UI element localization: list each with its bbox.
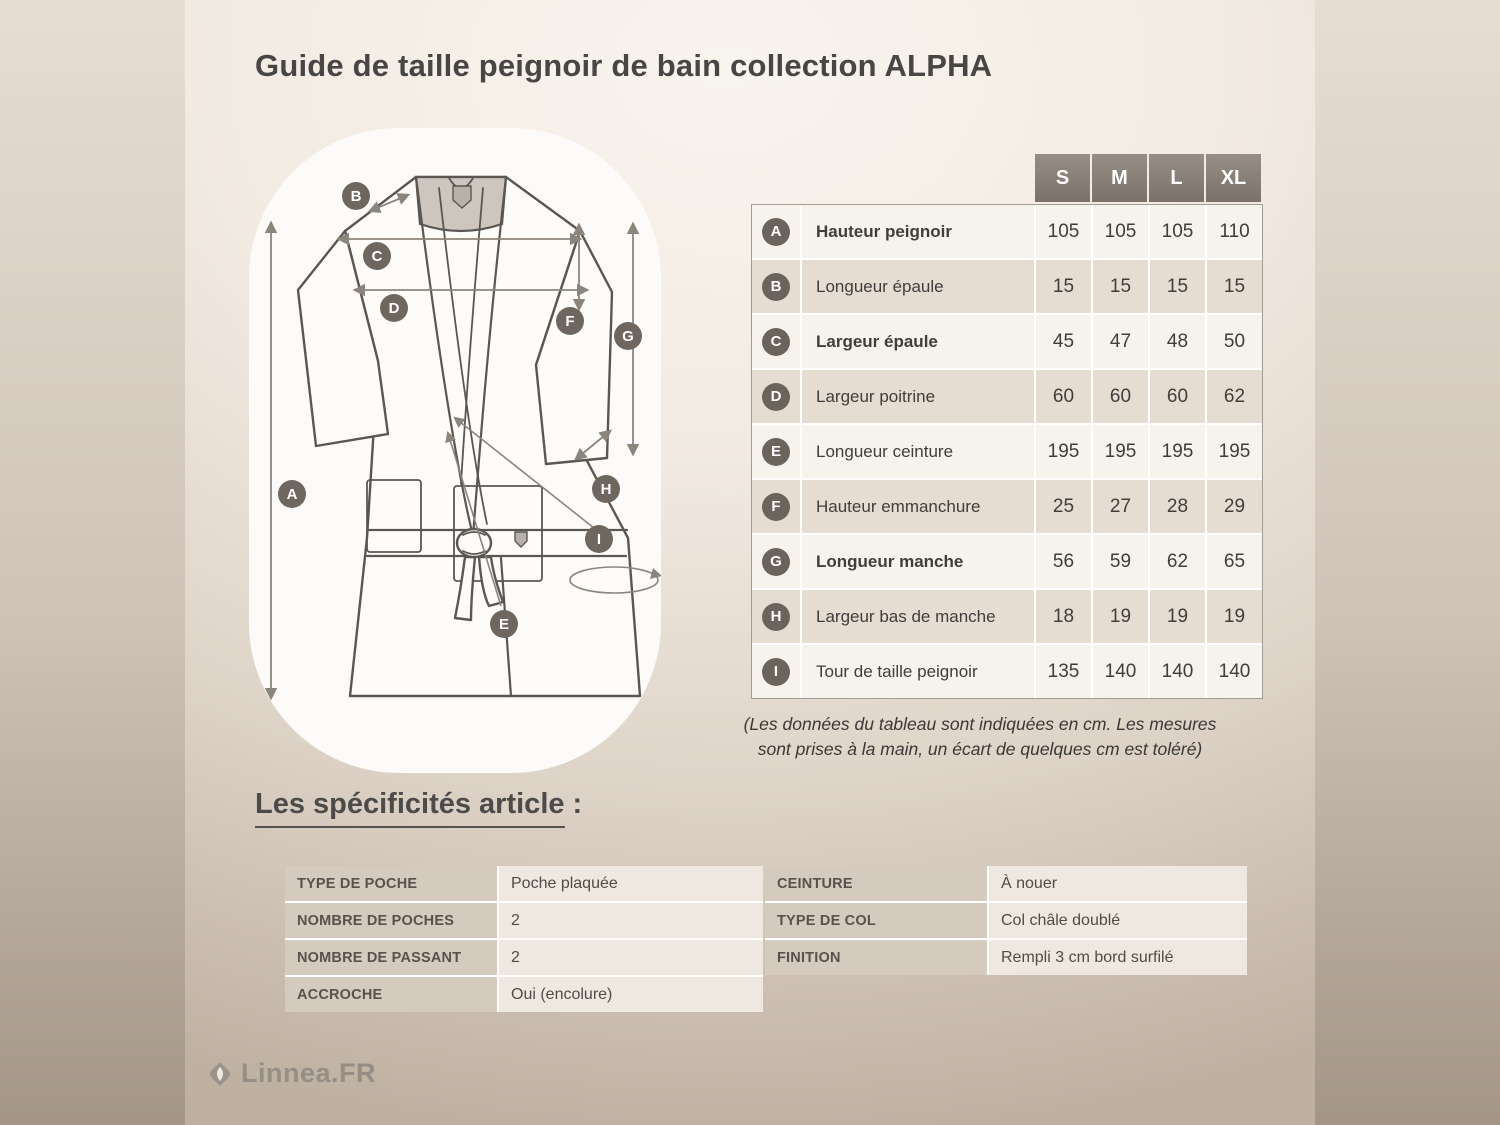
spec-label: NOMBRE DE POCHES [285,903,497,938]
measure-label: Largeur poitrine [802,370,1034,423]
measure-letter-badge [752,425,800,478]
value-xl: 29 [1207,480,1262,533]
measure-letter-badge [752,315,800,368]
measure-label: Longueur épaule [802,260,1034,313]
measure-badge-e [490,610,518,638]
value-l: 105 [1150,205,1205,258]
value-l: 15 [1150,260,1205,313]
specs-heading-colon: : [564,788,583,820]
spec-value: Rempli 3 cm bord surfilé [989,940,1247,975]
value-s: 195 [1036,425,1091,478]
measure-letter-badge [752,590,800,643]
measure-label: Largeur bas de manche [802,590,1034,643]
svg-text:H: H [600,481,612,498]
value-m: 60 [1093,370,1148,423]
letter-badge: F [762,493,790,521]
content-panel [185,0,1315,1125]
spec-value: 2 [499,940,763,975]
value-s: 105 [1036,205,1091,258]
value-m: 47 [1093,315,1148,368]
measure-letter-badge [752,535,800,588]
value-s: 45 [1036,315,1091,368]
waist-ellipse-arrowhead [650,568,661,579]
letter-badge: H [762,603,790,631]
value-xl: 19 [1207,590,1262,643]
measure-badge-f [556,307,584,335]
letter-badge: D [762,383,790,411]
measure-letter-badge [752,480,800,533]
leaf-icon [207,1061,233,1087]
page-title: Guide de taille peignoir de bain collection ALPHA [255,48,993,83]
brand-logo-text: Linnea.FR [241,1058,377,1088]
value-xl: 62 [1207,370,1262,423]
measure-badge-d [380,294,408,322]
measure-badge-c [363,242,391,270]
value-s: 18 [1036,590,1091,643]
spec-value: Col châle doublé [989,903,1247,938]
value-xl: 50 [1207,315,1262,368]
value-m: 19 [1093,590,1148,643]
left-edge-shadow [0,0,185,1125]
value-l: 62 [1150,535,1205,588]
specs-table-right [765,866,1247,975]
letter-badge: E [762,438,790,466]
letter-badge: A [762,218,790,246]
value-l: 28 [1150,480,1205,533]
value-l: 140 [1150,645,1205,698]
table-note-line1: (Les données du tableau sont indiquées en cm. Les mesures [743,714,1217,734]
size-col-m: M [1092,154,1147,202]
brand-logo [207,1058,376,1089]
specs-heading [255,788,582,821]
value-s: 25 [1036,480,1091,533]
letter-badge: G [762,548,790,576]
letter-badge: I [762,658,790,686]
robe-diagram [249,128,661,773]
value-s: 60 [1036,370,1091,423]
size-col-l: L [1149,154,1204,202]
measure-label: Longueur ceinture [802,425,1034,478]
measure-letter-badge [752,260,800,313]
value-xl: 65 [1207,535,1262,588]
size-header-row [751,154,1263,202]
spec-label: FINITION [765,940,987,975]
specs-table-left [285,866,763,1012]
svg-text:E: E [498,616,510,633]
measure-label: Tour de taille peignoir [802,645,1034,698]
value-l: 19 [1150,590,1205,643]
measure-label: Hauteur peignoir [802,205,1034,258]
spec-value: Poche plaquée [499,866,763,901]
measure-label: Longueur manche [802,535,1034,588]
value-m: 59 [1093,535,1148,588]
value-xl: 15 [1207,260,1262,313]
robe-belt-knot [457,529,491,557]
value-xl: 195 [1207,425,1262,478]
measure-label: Largeur épaule [802,315,1034,368]
value-m: 15 [1093,260,1148,313]
size-table [751,154,1263,699]
spec-value: À nouer [989,866,1247,901]
measure-letter-badge [752,645,800,698]
value-m: 105 [1093,205,1148,258]
measure-badge-i [585,525,613,553]
value-s: 56 [1036,535,1091,588]
svg-text:D: D [388,300,400,317]
spec-label: TYPE DE COL [765,903,987,938]
svg-text:I: I [596,531,602,548]
svg-text:G: G [622,328,634,345]
value-l: 48 [1150,315,1205,368]
right-edge-shadow [1315,0,1500,1125]
measure-badge-g [614,322,642,350]
robe-diagram-container [249,128,661,773]
spec-label: ACCROCHE [285,977,497,1012]
letter-badge: C [762,328,790,356]
value-s: 135 [1036,645,1091,698]
value-m: 140 [1093,645,1148,698]
measure-letter-badge [752,370,800,423]
letter-badge: B [762,273,790,301]
spec-value: Oui (encolure) [499,977,763,1012]
value-m: 27 [1093,480,1148,533]
svg-text:B: B [350,188,362,205]
table-note [697,712,1263,762]
value-l: 60 [1150,370,1205,423]
svg-text:F: F [565,313,575,330]
value-xl: 110 [1207,205,1262,258]
specs-heading-text: Les spécificités article [255,788,565,828]
table-note-line2: sont prises à la main, un écart de quelques cm est toléré) [757,738,1203,759]
size-col-s: S [1035,154,1090,202]
svg-text:A: A [286,486,298,503]
value-xl: 140 [1207,645,1262,698]
svg-text:C: C [371,248,383,265]
measure-badge-a [278,480,306,508]
size-col-xl: XL [1206,154,1261,202]
measure-badge-h [592,475,620,503]
measure-label: Hauteur emmanchure [802,480,1034,533]
spec-label: NOMBRE DE PASSANT [285,940,497,975]
value-l: 195 [1150,425,1205,478]
measure-badge-b [342,182,370,210]
spec-label: CEINTURE [765,866,987,901]
value-s: 15 [1036,260,1091,313]
spec-label: TYPE DE POCHE [285,866,497,901]
measure-letter-badge [752,205,800,258]
spec-value: 2 [499,903,763,938]
value-m: 195 [1093,425,1148,478]
size-grid [751,204,1263,699]
